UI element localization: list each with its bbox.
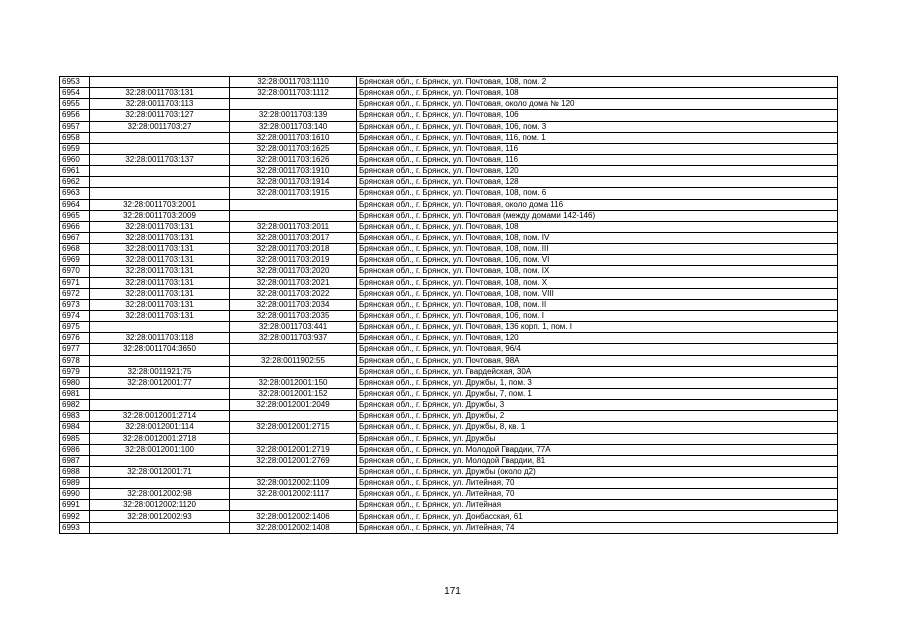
row-number-cell: 6984 <box>60 422 90 433</box>
land-cadastral-number-cell: 32:28:0011703:2001 <box>90 199 230 210</box>
land-cadastral-number-cell: 32:28:0012002:1120 <box>90 500 230 511</box>
building-cadastral-number-cell: 32:28:0011703:140 <box>230 121 357 132</box>
building-cadastral-number-cell: 32:28:0012001:2769 <box>230 455 357 466</box>
table-row <box>60 411 838 422</box>
row-number-cell: 6981 <box>60 388 90 399</box>
row-number-cell: 6966 <box>60 221 90 232</box>
address-cell: Брянская обл., г. Брянск, ул. Дружбы, 8, кв. 1 <box>357 422 838 433</box>
land-cadastral-number-cell <box>90 188 230 199</box>
address-cell: Брянская обл., г. Брянск, ул. Дружбы (около д2) <box>357 466 838 477</box>
land-cadastral-number-cell: 32:28:0011703:27 <box>90 121 230 132</box>
row-number-cell: 6962 <box>60 177 90 188</box>
table-row <box>60 478 838 489</box>
land-cadastral-number-cell: 32:28:0012001:71 <box>90 466 230 477</box>
table-row <box>60 333 838 344</box>
table-row <box>60 199 838 210</box>
building-cadastral-number-cell <box>230 344 357 355</box>
address-cell: Брянская обл., г. Брянск, ул. Дружбы, 1, пом. 3 <box>357 377 838 388</box>
row-number-cell: 6957 <box>60 121 90 132</box>
land-cadastral-number-cell: 32:28:0011703:131 <box>90 299 230 310</box>
table-row <box>60 188 838 199</box>
land-cadastral-number-cell: 32:28:0011703:131 <box>90 277 230 288</box>
table-row <box>60 299 838 310</box>
table-body <box>60 77 838 534</box>
address-cell: Брянская обл., г. Брянск, ул. Почтовая, 106, пом. VI <box>357 255 838 266</box>
land-cadastral-number-cell: 32:28:0011703:118 <box>90 333 230 344</box>
land-cadastral-number-cell: 32:28:0011703:131 <box>90 288 230 299</box>
address-cell: Брянская обл., г. Брянск, ул. Дружбы <box>357 433 838 444</box>
table-row <box>60 143 838 154</box>
address-cell: Брянская обл., г. Брянск, ул. Почтовая, 116 <box>357 143 838 154</box>
address-cell: Брянская обл., г. Брянск, ул. Почтовая, 108, пом. II <box>357 299 838 310</box>
building-cadastral-number-cell: 32:28:0011703:937 <box>230 333 357 344</box>
row-number-cell: 6964 <box>60 199 90 210</box>
land-cadastral-number-cell <box>90 177 230 188</box>
building-cadastral-number-cell: 32:28:0012001:2049 <box>230 400 357 411</box>
building-cadastral-number-cell: 32:28:0011703:2021 <box>230 277 357 288</box>
land-cadastral-number-cell: 32:28:0011703:113 <box>90 99 230 110</box>
table-row <box>60 322 838 333</box>
address-cell: Брянская обл., г. Брянск, ул. Молодой Гвардии, 81 <box>357 455 838 466</box>
building-cadastral-number-cell <box>230 210 357 221</box>
address-cell: Брянская обл., г. Брянск, ул. Почтовая, 136 корп. 1, пом. I <box>357 322 838 333</box>
address-cell: Брянская обл., г. Брянск, ул. Почтовая, 108, пом. 6 <box>357 188 838 199</box>
address-cell: Брянская обл., г. Брянск, ул. Литейная <box>357 500 838 511</box>
address-cell: Брянская обл., г. Брянск, ул. Почтовая, 128 <box>357 177 838 188</box>
table-row <box>60 132 838 143</box>
address-cell: Брянская обл., г. Брянск, ул. Почтовая, 108, пом. IV <box>357 232 838 243</box>
building-cadastral-number-cell: 32:28:0012001:2719 <box>230 444 357 455</box>
address-cell: Брянская обл., г. Брянск, ул. Почтовая, 116 <box>357 154 838 165</box>
building-cadastral-number-cell: 32:28:0011703:2020 <box>230 266 357 277</box>
table-row <box>60 221 838 232</box>
table-row <box>60 266 838 277</box>
building-cadastral-number-cell: 32:28:0011703:2034 <box>230 299 357 310</box>
address-cell: Брянская обл., г. Брянск, ул. Почтовая, 106, пом. I <box>357 310 838 321</box>
table-row <box>60 511 838 522</box>
row-number-cell: 6989 <box>60 478 90 489</box>
land-cadastral-number-cell: 32:28:0011703:2009 <box>90 210 230 221</box>
building-cadastral-number-cell: 32:28:0011703:2011 <box>230 221 357 232</box>
table-row <box>60 455 838 466</box>
address-cell: Брянская обл., г. Брянск, ул. Почтовая, 108, пом. IX <box>357 266 838 277</box>
address-cell: Брянская обл., г. Брянск, ул. Дружбы, 7, пом. 1 <box>357 388 838 399</box>
table-row <box>60 177 838 188</box>
land-cadastral-number-cell: 32:28:0011703:131 <box>90 255 230 266</box>
table-row <box>60 88 838 99</box>
table-row <box>60 422 838 433</box>
table-row <box>60 377 838 388</box>
address-cell: Брянская обл., г. Брянск, ул. Почтовая, 108, пом. X <box>357 277 838 288</box>
land-cadastral-number-cell: 32:28:0012001:100 <box>90 444 230 455</box>
row-number-cell: 6971 <box>60 277 90 288</box>
land-cadastral-number-cell: 32:28:0012001:2718 <box>90 433 230 444</box>
land-cadastral-number-cell: 32:28:0011703:131 <box>90 221 230 232</box>
land-cadastral-number-cell: 32:28:0011704:3650 <box>90 344 230 355</box>
land-cadastral-number-cell <box>90 455 230 466</box>
land-cadastral-number-cell <box>90 388 230 399</box>
page-number: 171 <box>444 586 461 597</box>
row-number-cell: 6991 <box>60 500 90 511</box>
table-row <box>60 99 838 110</box>
row-number-cell: 6953 <box>60 77 90 88</box>
building-cadastral-number-cell: 32:28:0012002:1109 <box>230 478 357 489</box>
row-number-cell: 6983 <box>60 411 90 422</box>
row-number-cell: 6982 <box>60 400 90 411</box>
address-cell: Брянская обл., г. Брянск, ул. Почтовая, около дома № 120 <box>357 99 838 110</box>
land-cadastral-number-cell <box>90 478 230 489</box>
row-number-cell: 6985 <box>60 433 90 444</box>
building-cadastral-number-cell: 32:28:0012002:1408 <box>230 522 357 533</box>
address-cell: Брянская обл., г. Брянск, ул. Почтовая (между домами 142-146) <box>357 210 838 221</box>
building-cadastral-number-cell: 32:28:0011703:441 <box>230 322 357 333</box>
row-number-cell: 6973 <box>60 299 90 310</box>
row-number-cell: 6993 <box>60 522 90 533</box>
table-row <box>60 444 838 455</box>
table-row <box>60 154 838 165</box>
table-row <box>60 466 838 477</box>
building-cadastral-number-cell: 32:28:0011703:1112 <box>230 88 357 99</box>
building-cadastral-number-cell: 32:28:0011902:55 <box>230 355 357 366</box>
table-row <box>60 366 838 377</box>
land-cadastral-number-cell <box>90 322 230 333</box>
table-row <box>60 388 838 399</box>
table-row <box>60 400 838 411</box>
building-cadastral-number-cell: 32:28:0011703:2018 <box>230 244 357 255</box>
table-row <box>60 310 838 321</box>
building-cadastral-number-cell <box>230 433 357 444</box>
land-cadastral-number-cell: 32:28:0012001:77 <box>90 377 230 388</box>
address-cell: Брянская обл., г. Брянск, ул. Почтовая, 108 <box>357 221 838 232</box>
row-number-cell: 6988 <box>60 466 90 477</box>
land-cadastral-number-cell <box>90 522 230 533</box>
row-number-cell: 6980 <box>60 377 90 388</box>
table-row <box>60 433 838 444</box>
table-row <box>60 500 838 511</box>
building-cadastral-number-cell <box>230 466 357 477</box>
building-cadastral-number-cell <box>230 500 357 511</box>
table-row <box>60 232 838 243</box>
address-cell: Брянская обл., г. Брянск, ул. Гвардейская, 30А <box>357 366 838 377</box>
building-cadastral-number-cell: 32:28:0012002:1117 <box>230 489 357 500</box>
row-number-cell: 6960 <box>60 154 90 165</box>
building-cadastral-number-cell: 32:28:0012001:2715 <box>230 422 357 433</box>
row-number-cell: 6959 <box>60 143 90 154</box>
row-number-cell: 6961 <box>60 166 90 177</box>
building-cadastral-number-cell <box>230 199 357 210</box>
row-number-cell: 6955 <box>60 99 90 110</box>
table-row <box>60 210 838 221</box>
building-cadastral-number-cell: 32:28:0011703:1610 <box>230 132 357 143</box>
building-cadastral-number-cell: 32:28:0011703:1110 <box>230 77 357 88</box>
land-cadastral-number-cell: 32:28:0011703:137 <box>90 154 230 165</box>
address-cell: Брянская обл., г. Брянск, ул. Почтовая, 108, пом. 2 <box>357 77 838 88</box>
row-number-cell: 6970 <box>60 266 90 277</box>
building-cadastral-number-cell: 32:28:0011703:139 <box>230 110 357 121</box>
table-row <box>60 288 838 299</box>
building-cadastral-number-cell: 32:28:0012001:152 <box>230 388 357 399</box>
table-row <box>60 489 838 500</box>
row-number-cell: 6967 <box>60 232 90 243</box>
table-row <box>60 255 838 266</box>
address-cell: Брянская обл., г. Брянск, ул. Дружбы, 3 <box>357 400 838 411</box>
row-number-cell: 6990 <box>60 489 90 500</box>
address-cell: Брянская обл., г. Брянск, ул. Почтовая, 106 <box>357 110 838 121</box>
address-cell: Брянская обл., г. Брянск, ул. Литейная, 70 <box>357 489 838 500</box>
table-row <box>60 522 838 533</box>
cadastral-table <box>59 76 838 534</box>
row-number-cell: 6972 <box>60 288 90 299</box>
building-cadastral-number-cell: 32:28:0011703:1626 <box>230 154 357 165</box>
address-cell: Брянская обл., г. Брянск, ул. Почтовая, 120 <box>357 333 838 344</box>
building-cadastral-number-cell <box>230 411 357 422</box>
row-number-cell: 6975 <box>60 322 90 333</box>
table-row <box>60 244 838 255</box>
table-row <box>60 355 838 366</box>
address-cell: Брянская обл., г. Брянск, ул. Почтовая, около дома 116 <box>357 199 838 210</box>
building-cadastral-number-cell: 32:28:0011703:2019 <box>230 255 357 266</box>
land-cadastral-number-cell: 32:28:0011921:75 <box>90 366 230 377</box>
land-cadastral-number-cell: 32:28:0012002:98 <box>90 489 230 500</box>
address-cell: Брянская обл., г. Брянск, ул. Почтовая, 116, пом. 1 <box>357 132 838 143</box>
row-number-cell: 6986 <box>60 444 90 455</box>
land-cadastral-number-cell <box>90 400 230 411</box>
land-cadastral-number-cell: 32:28:0011703:131 <box>90 266 230 277</box>
building-cadastral-number-cell: 32:28:0012001:150 <box>230 377 357 388</box>
building-cadastral-number-cell: 32:28:0011703:1910 <box>230 166 357 177</box>
land-cadastral-number-cell <box>90 132 230 143</box>
land-cadastral-number-cell <box>90 143 230 154</box>
building-cadastral-number-cell: 32:28:0011703:2017 <box>230 232 357 243</box>
address-cell: Брянская обл., г. Брянск, ул. Почтовая, 120 <box>357 166 838 177</box>
table-row <box>60 277 838 288</box>
building-cadastral-number-cell <box>230 366 357 377</box>
address-cell: Брянская обл., г. Брянск, ул. Литейная, 74 <box>357 522 838 533</box>
land-cadastral-number-cell <box>90 355 230 366</box>
row-number-cell: 6958 <box>60 132 90 143</box>
row-number-cell: 6974 <box>60 310 90 321</box>
building-cadastral-number-cell: 32:28:0011703:2022 <box>230 288 357 299</box>
land-cadastral-number-cell: 32:28:0011703:127 <box>90 110 230 121</box>
building-cadastral-number-cell <box>230 99 357 110</box>
building-cadastral-number-cell: 32:28:0012002:1406 <box>230 511 357 522</box>
land-cadastral-number-cell <box>90 77 230 88</box>
row-number-cell: 6968 <box>60 244 90 255</box>
building-cadastral-number-cell: 32:28:0011703:1915 <box>230 188 357 199</box>
land-cadastral-number-cell: 32:28:0012001:2714 <box>90 411 230 422</box>
table-row <box>60 166 838 177</box>
table-row <box>60 121 838 132</box>
land-cadastral-number-cell <box>90 166 230 177</box>
land-cadastral-number-cell: 32:28:0012002:93 <box>90 511 230 522</box>
row-number-cell: 6976 <box>60 333 90 344</box>
row-number-cell: 6977 <box>60 344 90 355</box>
row-number-cell: 6969 <box>60 255 90 266</box>
row-number-cell: 6956 <box>60 110 90 121</box>
address-cell: Брянская обл., г. Брянск, ул. Почтовая, 106, пом. 3 <box>357 121 838 132</box>
row-number-cell: 6992 <box>60 511 90 522</box>
land-cadastral-number-cell: 32:28:0011703:131 <box>90 244 230 255</box>
land-cadastral-number-cell: 32:28:0011703:131 <box>90 310 230 321</box>
address-cell: Брянская обл., г. Брянск, ул. Литейная, 70 <box>357 478 838 489</box>
row-number-cell: 6978 <box>60 355 90 366</box>
address-cell: Брянская обл., г. Брянск, ул. Почтовая, 98А <box>357 355 838 366</box>
address-cell: Брянская обл., г. Брянск, ул. Донбасская, 61 <box>357 511 838 522</box>
address-cell: Брянская обл., г. Брянск, ул. Молодой Гвардии, 77А <box>357 444 838 455</box>
row-number-cell: 6963 <box>60 188 90 199</box>
building-cadastral-number-cell: 32:28:0011703:1625 <box>230 143 357 154</box>
row-number-cell: 6954 <box>60 88 90 99</box>
address-cell: Брянская обл., г. Брянск, ул. Почтовая, 108, пом. III <box>357 244 838 255</box>
row-number-cell: 6987 <box>60 455 90 466</box>
building-cadastral-number-cell: 32:28:0011703:2035 <box>230 310 357 321</box>
table-row <box>60 110 838 121</box>
land-cadastral-number-cell: 32:28:0011703:131 <box>90 88 230 99</box>
land-cadastral-number-cell: 32:28:0012001:114 <box>90 422 230 433</box>
land-cadastral-number-cell: 32:28:0011703:131 <box>90 232 230 243</box>
address-cell: Брянская обл., г. Брянск, ул. Почтовая, 108, пом. VIII <box>357 288 838 299</box>
address-cell: Брянская обл., г. Брянск, ул. Почтовая, 96/4 <box>357 344 838 355</box>
table-row <box>60 344 838 355</box>
address-cell: Брянская обл., г. Брянск, ул. Почтовая, 108 <box>357 88 838 99</box>
row-number-cell: 6965 <box>60 210 90 221</box>
building-cadastral-number-cell: 32:28:0011703:1914 <box>230 177 357 188</box>
row-number-cell: 6979 <box>60 366 90 377</box>
address-cell: Брянская обл., г. Брянск, ул. Дружбы, 2 <box>357 411 838 422</box>
table-row <box>60 77 838 88</box>
